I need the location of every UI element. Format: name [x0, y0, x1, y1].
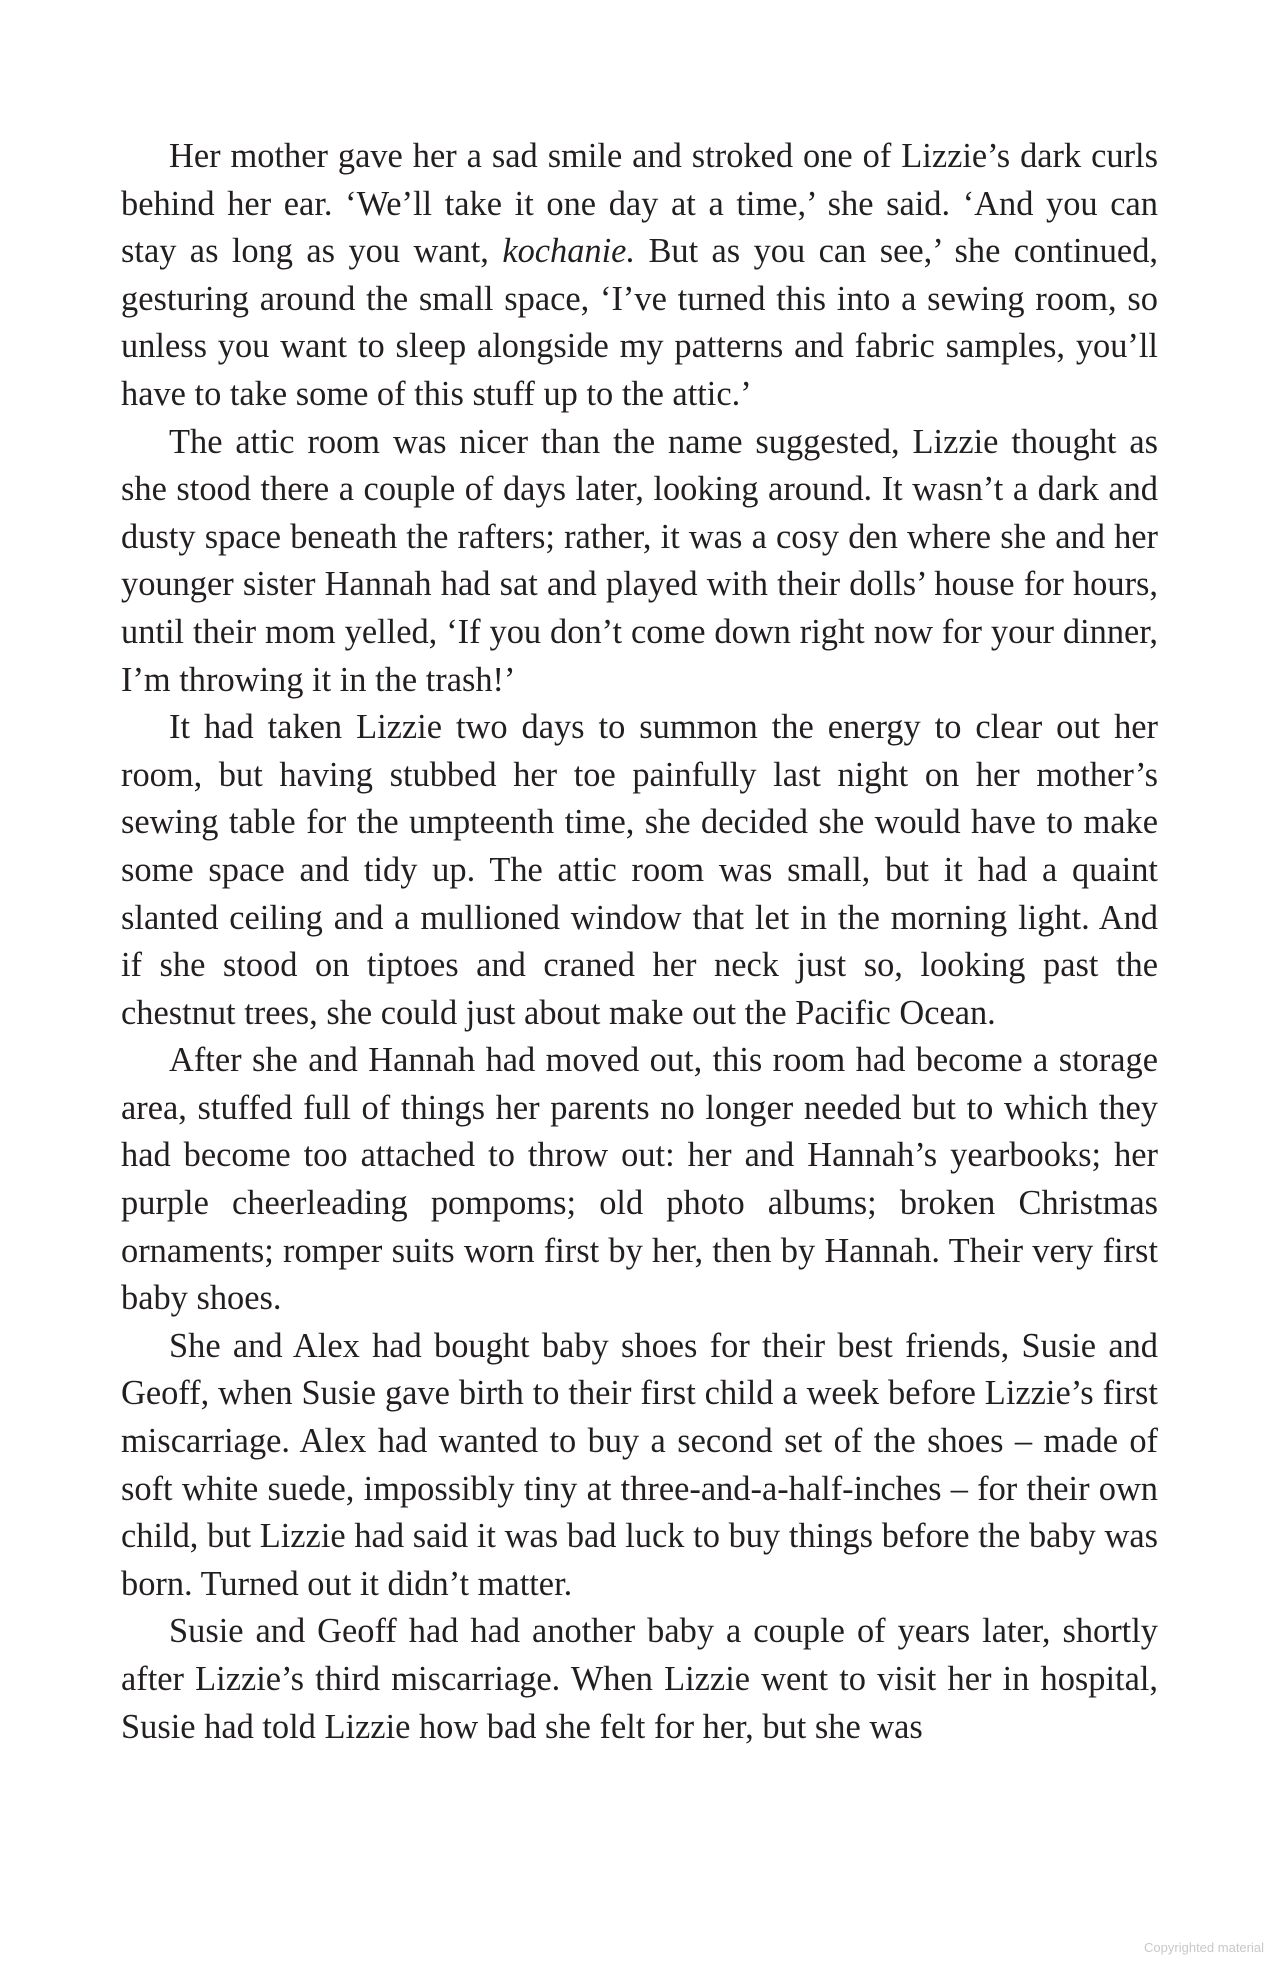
paragraph-2: The attic room was nicer than the name suggested, Lizzie thought as she stood there a couple of days later, looking around. It wasn’t a dark and dusty space beneath the rafters; rather, it was a cosy den where she and her younger sister Hannah had sat and played with their dolls’ house for hours, until their mom yelled, ‘If you don’t come down right now for your dinner, I’m throwing it in the trash!’	[121, 422, 1158, 699]
paragraph-1-italic-word: kochanie.	[502, 232, 636, 271]
copyright-watermark: Copyrighted material	[1144, 1940, 1264, 1955]
paragraph-6: Susie and Geoff had had another baby a couple of years later, shortly after Lizzie’s third miscarriage. When Lizzie went to visit her in hospital, Susie had told Lizzie how bad she felt for her, but she was	[121, 1612, 1158, 1746]
paragraph-5: She and Alex had bought baby shoes for their best friends, Susie and Geoff, when Susie gave birth to their first child a week before Lizzie’s first miscarriage. Alex had wanted to buy a second set of the shoes – made of soft white suede, impossibly tiny at three-and-a-half-inches – for their own child, but Lizzie had said it was bad luck to buy things before the baby was born. Turned out it didn’t matter.	[121, 1326, 1158, 1603]
page-body	[121, 133, 1158, 1751]
paragraph-3: It had taken Lizzie two days to summon the energy to clear out her room, but having stubbed her toe painfully last night on her mother’s sewing table for the umpteenth time, she decided she would have to make some space and tidy up. The attic room was small, but it had a quaint slanted ceiling and a mullioned window that let in the morning light. And if she stood on tiptoes and craned her neck just so, looking past the chestnut trees, she could just about make out the Pacific Ocean.	[121, 708, 1158, 1032]
paragraph-4: After she and Hannah had moved out, this room had become a storage area, stuffed full of things her parents no longer needed but to which they had become too attached to throw out: her and Hannah’s yearbooks; her purple cheerleading pompoms; old photo albums; broken Christmas ornaments; romper suits worn first by her, then by Hannah. Their very first baby shoes.	[121, 1041, 1158, 1318]
paragraph-1-text-end: But as you can see,’ she continued, gesturing around the small space, ‘I’ve turned this into a sewing room, so unless you want to sleep alongside my patterns and fabric samples, you’ll have to take some of this stuff up to the attic.’	[121, 232, 1158, 413]
paragraph-1-text-start: Her mother gave her a sad smile and stroked one of Lizzie’s dark curls behind her ear. ‘We’ll take it one day at a time,’ she said. ‘And you can stay as long as you want,	[121, 137, 1158, 271]
paragraph-1	[121, 133, 1158, 419]
